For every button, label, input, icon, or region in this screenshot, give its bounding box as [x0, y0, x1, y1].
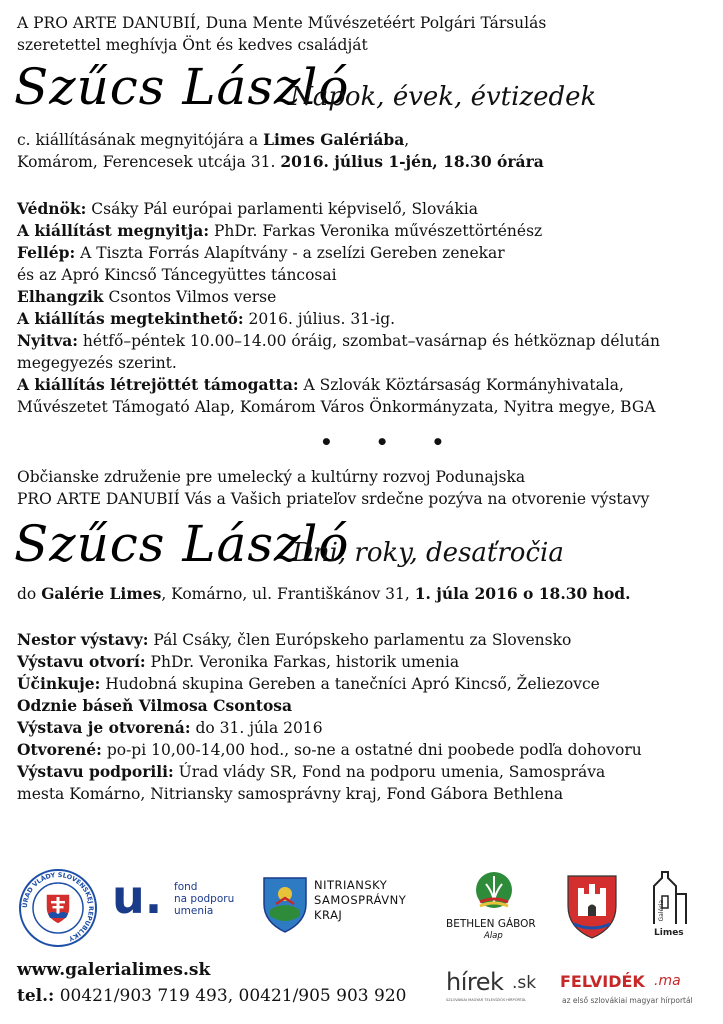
- felvidek-tld: .ma: [654, 973, 681, 989]
- hirek-wordmark: hírek: [446, 968, 504, 996]
- sk-viewing: Výstava je otvorená: do 31. júla 2016: [17, 718, 323, 737]
- slovak-government-logo: [18, 868, 98, 948]
- sk-performers: Účinkuje: Hudobná skupina Gereben a tanečníci Apró Kincső, Želiezovce: [17, 674, 600, 693]
- nitra-text-1: NITRIANSKY: [314, 878, 388, 892]
- nitra-text-2: SAMOSPRÁVNY: [314, 893, 407, 907]
- komarno-shield-icon: [566, 874, 618, 940]
- fond-u-mark: u.: [112, 870, 163, 924]
- sk-intro-line-1: Občianske združenie pre umelecký a kultúrny rozvoj Podunajska: [17, 468, 526, 486]
- sk-recital: Odznie báseň Vilmosa Csontosa: [17, 696, 293, 715]
- nitra-text-3: KRAJ: [314, 908, 343, 922]
- sk-artist-name: Szűcs László: [14, 515, 350, 573]
- hirek-tagline: SZLOVÁKIAI MAGYAR TELEVÍZIÓS HÍRPORTÁL: [446, 998, 527, 1002]
- hu-intro-line-2: szeretettel meghívja Önt és kedves családját: [17, 36, 368, 54]
- fond-text-2: na podporu: [174, 893, 235, 905]
- felvidek-ma-logo[interactable]: [560, 972, 710, 1012]
- gov-ring-text: ÚRAD VLÁDY SLOVENSKEJ REPUBLIKY: [20, 870, 96, 943]
- hu-recital: Elhangzik Csontos Vilmos verse: [17, 287, 277, 306]
- hu-opening-hours-cont: megegyezés szerint.: [17, 354, 177, 372]
- hu-venue-line: c. kiállításának megnyitójára a Limes Galériába,: [17, 130, 410, 149]
- galeria-limes-logo: [648, 870, 692, 942]
- sk-venue-line: do Galérie Limes, Komárno, ul. Františkánov 31, 1. júla 2016 o 18.30 hod.: [17, 584, 631, 603]
- fond-na-podporu-umenia-logo: [112, 870, 252, 938]
- bethlen-name: BETHLEN GÁBOR: [446, 918, 536, 930]
- hu-intro-line-1: A PRO ARTE DANUBIÍ, Duna Mente Művészetéért Polgári Társulás: [17, 14, 547, 32]
- hu-exhibition-title: Napok, évek, évtizedek: [290, 82, 597, 112]
- felvidek-tagline: az első szlovákiai magyar hírportál: [562, 996, 693, 1005]
- hu-viewing: A kiállítás megtekinthető: 2016. július. 31-ig.: [17, 309, 396, 328]
- bethlen-gabor-alap-logo: [444, 868, 544, 948]
- nitra-shield-icon: [262, 876, 308, 934]
- hu-patron: Védnök: Csáky Pál európai parlamenti képviselő, Slovákia: [17, 199, 478, 218]
- sk-opener: Výstavu otvorí: PhDr. Veronika Farkas, historik umenia: [17, 652, 460, 671]
- website-link[interactable]: www.galerialimes.sk: [17, 960, 211, 980]
- fond-text-3: umenia: [174, 905, 214, 917]
- hu-supporters-cont: Művészetet Támogató Alap, Komárom Város Önkormányzata, Nyitra megye, BGA: [17, 398, 656, 416]
- sk-patron: Nestor výstavy: Pál Csáky, člen Európskeho parlamentu za Slovensko: [17, 630, 572, 649]
- sk-intro-line-2: PRO ARTE DANUBIÍ Vás a Vašich priateľov srdečne pozýva na otvorenie výstavy: [17, 490, 650, 508]
- phone-numbers: tel.: 00421/903 719 493, 00421/905 903 920: [17, 986, 407, 1006]
- hu-opener: A kiállítást megnyitja: PhDr. Farkas Veronika művészettörténész: [17, 221, 543, 240]
- nitriansky-kraj-logo: [262, 876, 437, 936]
- hirek-sk-logo[interactable]: [446, 968, 546, 1012]
- hirek-tld: .sk: [512, 973, 537, 993]
- limes-sub: Galéria: [658, 900, 665, 922]
- hu-opening-hours: Nyitva: hétfő–péntek 10.00–14.00 óráig, szombat–vasárnap és hétköznap délután: [17, 331, 660, 350]
- felvidek-wordmark: FELVIDÉK: [560, 972, 645, 991]
- slovak-coat-of-arms-icon: [18, 868, 98, 948]
- hu-date-line: Komárom, Ferencesek utcája 31. 2016. július 1-jén, 18.30 órára: [17, 152, 544, 171]
- komarno-coat-of-arms-logo: [566, 874, 618, 940]
- hu-performers: Fellép: A Tiszta Forrás Alapítvány - a zselízi Gereben zenekar: [17, 243, 505, 262]
- sk-exhibition-title: Dni, roky, desaťročia: [292, 538, 564, 568]
- hu-supporters: A kiállítás létrejöttét támogatta: A Szlovák Köztársaság Kormányhivatala,: [17, 375, 624, 394]
- sk-supporters: Výstavu podporili: Úrad vlády SR, Fond na podporu umenia, Samospráva: [17, 762, 606, 781]
- limes-name: Limes: [654, 928, 684, 938]
- hu-artist-name: Szűcs László: [14, 58, 350, 116]
- hu-performers-cont: és az Apró Kincső Táncegyüttes táncosai: [17, 266, 337, 284]
- bethlen-tree-icon: [474, 868, 514, 916]
- bethlen-sub: Alap: [484, 931, 503, 941]
- section-separator: • • •: [320, 430, 463, 454]
- sk-opening-hours: Otvorené: po-pi 10,00-14,00 hod., so-ne a ostatné dni poobede podľa dohovoru: [17, 740, 642, 759]
- fond-text-1: fond: [174, 881, 198, 893]
- sk-supporters-cont: mesta Komárno, Nitriansky samosprávny kraj, Fond Gábora Bethlena: [17, 785, 564, 803]
